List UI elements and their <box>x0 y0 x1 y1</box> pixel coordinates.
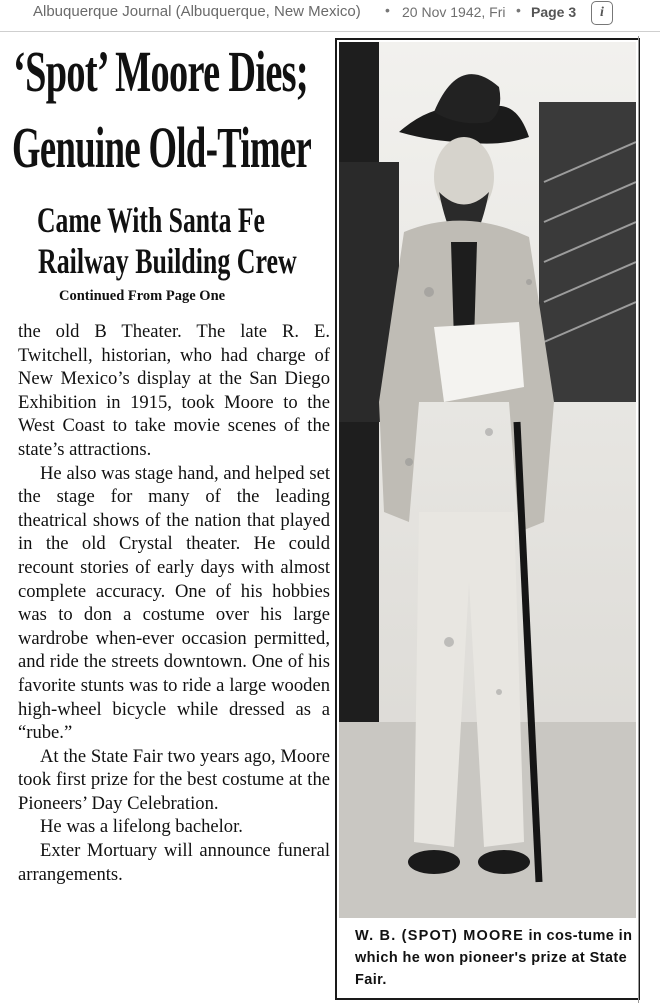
headline-line-2: Genuine Old-Timer <box>12 115 312 180</box>
photo-frame <box>335 38 640 1000</box>
separator-dot: • <box>516 2 521 18</box>
header-divider <box>0 31 660 32</box>
separator-dot: • <box>385 2 390 18</box>
portrait-photo <box>339 42 636 918</box>
subheadline-line-1: Came With Santa Fe <box>37 200 265 240</box>
article-paragraph: He was a lifelong bachelor. <box>40 816 243 838</box>
article-body <box>18 320 330 886</box>
publication-name[interactable]: Albuquerque Journal (Albuquerque, New Mexico) <box>33 3 361 20</box>
article-paragraph: At the State Fair two years ago, Moore took first prize for the best costume at the Pioneers’ Day Celebration. <box>18 745 330 814</box>
page-number: Page 3 <box>531 4 577 20</box>
issue-date: 20 Nov 1942, Fri <box>402 4 506 20</box>
article-paragraph: He also was stage hand, and helped set the stage for many of the leading theatrical shows of the nation that played in the old Crystal theater. He could recount stories of early days with almost complete accuracy. One of his hobbies was to don a costume over his large wardrobe when-ever occasion permitted, and ride the streets downtown. One of his favorite stunts was to ride a large wooden high-wheel bicycle while dressed as a “rube.” <box>18 462 330 744</box>
info-icon[interactable]: i <box>591 1 613 25</box>
photo-caption <box>355 925 640 991</box>
caption-name: W. B. (SPOT) MOORE <box>355 928 525 944</box>
subheadline-line-2: Railway Building Crew <box>38 241 297 281</box>
viewer-header <box>0 0 660 30</box>
costumed-man-figure <box>339 42 636 918</box>
headline-line-1: ‘Spot’ Moore Dies; <box>13 39 308 104</box>
article-paragraph: the old B Theater. The late R. E. Twitchell, historian, who had charge of New Mexico’s display at the San Diego Exhibition in 1915, took Moore to the West Coast to take movie scenes of the state’s attractions. <box>18 321 330 460</box>
continued-note: Continued From Page One <box>59 288 226 304</box>
caption-text: in cos-tume in which he won pioneer's prize at State Fair. <box>355 928 633 988</box>
page-edge-line <box>638 36 639 1003</box>
article-paragraph: Exter Mortuary will announce funeral arrangements. <box>18 840 330 885</box>
